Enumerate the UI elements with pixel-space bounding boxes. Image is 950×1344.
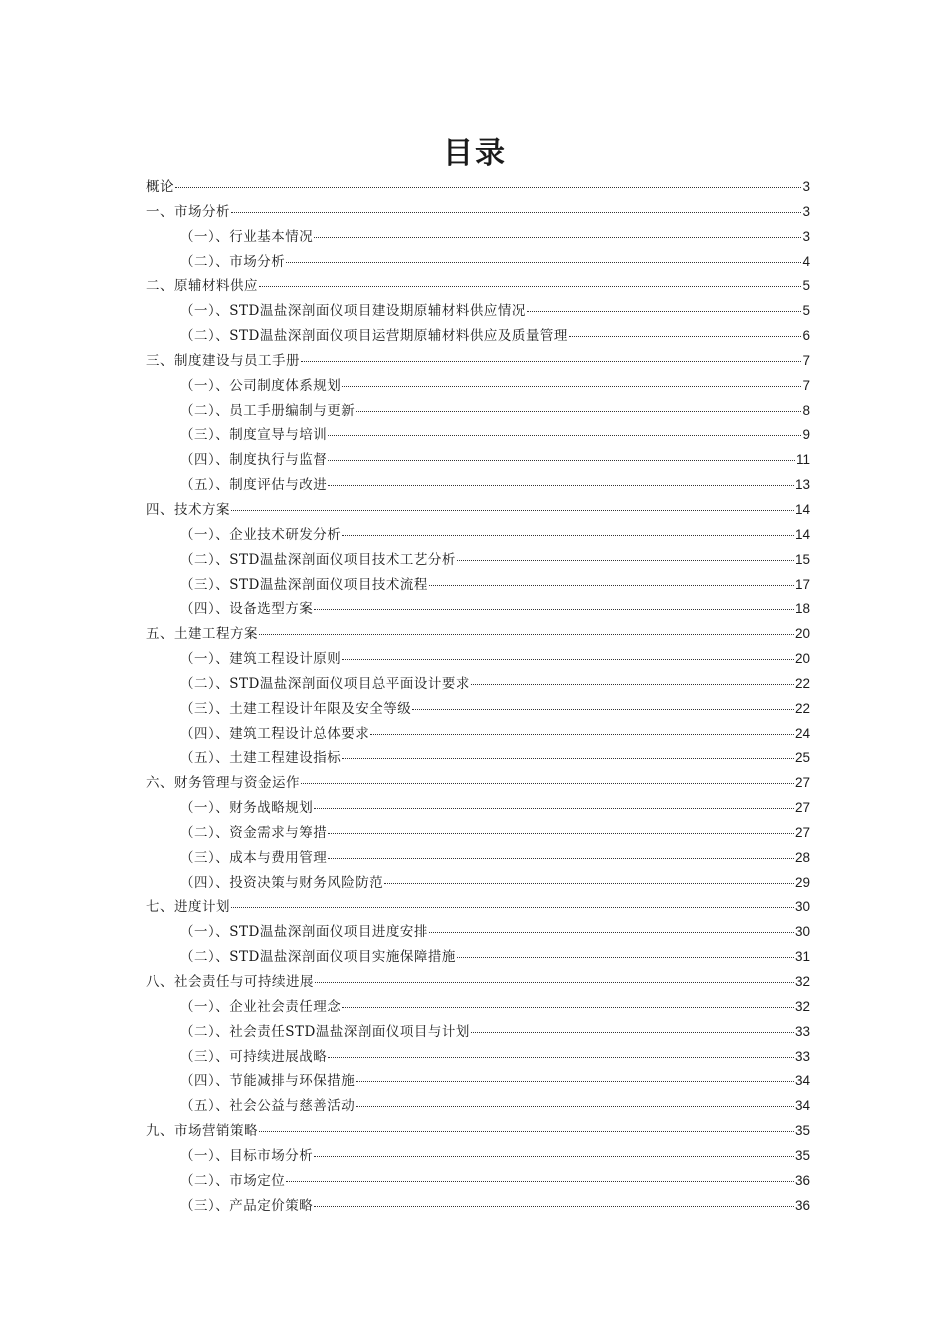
toc-page-number: 33 xyxy=(794,1048,810,1064)
dot-leader xyxy=(527,310,802,312)
dot-leader xyxy=(342,534,794,536)
dot-leader xyxy=(370,733,794,735)
toc-entry-text: 八、社会责任与可持续进展 xyxy=(146,974,314,990)
toc-page-number: 13 xyxy=(794,477,810,493)
toc-entry[interactable] xyxy=(146,995,810,1020)
dot-leader xyxy=(175,186,801,188)
toc-entry[interactable] xyxy=(146,771,810,796)
toc-page-number: 35 xyxy=(794,1123,810,1139)
toc-entry[interactable] xyxy=(146,374,810,399)
dot-leader xyxy=(429,584,794,586)
toc-page-number: 28 xyxy=(794,849,810,865)
toc-page-number: 35 xyxy=(794,1147,810,1163)
toc-entry-text: （二）、STD温盐深剖面仪项目总平面设计要求 xyxy=(180,675,470,692)
toc-entry[interactable] xyxy=(146,846,810,871)
dot-leader xyxy=(412,708,794,710)
dot-leader xyxy=(328,434,801,436)
toc-page-number: 25 xyxy=(794,750,810,766)
toc-page-number: 18 xyxy=(794,601,810,617)
toc-entry[interactable] xyxy=(146,399,810,424)
toc-entry-text: （一）、公司制度体系规划 xyxy=(180,377,342,394)
dot-leader xyxy=(342,385,801,387)
dot-leader xyxy=(314,1205,794,1207)
dot-leader xyxy=(471,1031,794,1033)
toc-entry-text: 六、财务管理与资金运作 xyxy=(146,775,300,792)
dot-leader xyxy=(286,261,801,263)
toc-entry-text: （二）、STD温盐深剖面仪项目技术工艺分析 xyxy=(180,551,456,568)
toc-entry-text: （五）、社会公益与慈善活动 xyxy=(180,1098,356,1115)
toc-entry-text: （一）、建筑工程设计原则 xyxy=(180,651,342,668)
toc-entry-text: （五）、制度评估与改进 xyxy=(180,477,328,494)
toc-entry-text: 概论 xyxy=(146,179,174,195)
toc-entry-text: （二）、STD温盐深剖面仪项目运营期原辅材料供应及质量管理 xyxy=(180,328,568,345)
toc-page-number: 34 xyxy=(794,1098,810,1114)
toc-entry[interactable] xyxy=(146,672,810,697)
toc-entry[interactable] xyxy=(146,970,810,995)
toc-page-number: 31 xyxy=(794,949,810,965)
toc-entry[interactable] xyxy=(146,895,810,920)
toc-entry[interactable] xyxy=(146,523,810,548)
toc-entry-text: 九、市场营销策略 xyxy=(146,1123,258,1140)
toc-entry[interactable] xyxy=(146,1045,810,1070)
toc-entry[interactable] xyxy=(146,349,810,374)
toc-entry-text: （三）、制度宣导与培训 xyxy=(180,427,328,444)
toc-page-number: 6 xyxy=(802,328,810,344)
toc-entry-text: （四）、建筑工程设计总体要求 xyxy=(180,725,370,742)
toc-entry-text: （二）、STD温盐深剖面仪项目实施保障措施 xyxy=(180,949,456,966)
toc-page-number: 20 xyxy=(794,626,810,642)
toc-entry-text: （四）、投资决策与财务风险防范 xyxy=(180,874,384,891)
toc-entry-text: （一）、STD温盐深剖面仪项目建设期原辅材料供应情况 xyxy=(180,303,526,320)
toc-page-number: 14 xyxy=(794,526,810,542)
dot-leader xyxy=(328,1056,794,1058)
dot-leader xyxy=(384,882,794,884)
toc-entry-text: （二）、市场分析 xyxy=(180,253,286,270)
dot-leader xyxy=(314,236,801,238)
toc-entry[interactable] xyxy=(146,548,810,573)
toc-page-number: 34 xyxy=(794,1073,810,1089)
toc-entry-text: （五）、土建工程建设指标 xyxy=(180,750,342,767)
toc-page-number: 7 xyxy=(802,352,810,368)
dot-leader xyxy=(259,285,801,287)
dot-leader xyxy=(356,1105,794,1107)
dot-leader xyxy=(429,931,794,933)
toc-page-number: 4 xyxy=(802,253,810,269)
dot-leader xyxy=(259,633,794,635)
toc-entry[interactable] xyxy=(146,274,810,299)
dot-leader xyxy=(314,608,794,610)
toc-entry[interactable] xyxy=(146,796,810,821)
toc-entry[interactable] xyxy=(146,945,810,970)
toc-page-number: 32 xyxy=(794,998,810,1014)
toc-entry[interactable] xyxy=(146,1094,810,1119)
toc-page-number: 27 xyxy=(794,775,810,791)
toc-page-number: 5 xyxy=(802,278,810,294)
toc-entry[interactable] xyxy=(146,722,810,747)
toc-entry-text: （四）、制度执行与监督 xyxy=(180,452,328,469)
dot-leader xyxy=(314,1155,794,1157)
toc-entry[interactable] xyxy=(146,1020,810,1045)
toc-entry-text: （一）、行业基本情况 xyxy=(180,228,314,245)
toc-entry-text: （二）、员工手册编制与更新 xyxy=(180,402,356,419)
toc-entry[interactable] xyxy=(146,821,810,846)
toc-page-number: 24 xyxy=(794,725,810,741)
toc-page-number: 11 xyxy=(795,452,810,468)
toc-page-number: 27 xyxy=(794,800,810,816)
dot-leader xyxy=(457,956,794,958)
toc-page-number: 29 xyxy=(794,874,810,890)
dot-leader xyxy=(301,360,801,362)
dot-leader xyxy=(342,1006,794,1008)
toc-entry[interactable] xyxy=(146,448,810,473)
toc-entry-text: （一）、企业技术研发分析 xyxy=(180,526,342,543)
toc-entry-text: （一）、目标市场分析 xyxy=(180,1147,314,1164)
toc-entry-text: 七、进度计划 xyxy=(146,899,230,916)
toc-entry-text: （二）、社会责任STD温盐深剖面仪项目与计划 xyxy=(180,1023,470,1040)
toc-entry-text: （三）、可持续进展战略 xyxy=(180,1048,328,1065)
toc-entry[interactable] xyxy=(146,175,810,200)
toc-entry-text: 三、制度建设与员工手册 xyxy=(146,352,300,369)
dot-leader xyxy=(328,832,794,834)
toc-entry[interactable] xyxy=(146,324,810,349)
toc-entry[interactable] xyxy=(146,746,810,771)
toc-entry[interactable] xyxy=(146,1144,810,1169)
toc-entry[interactable] xyxy=(146,250,810,275)
toc-entry-text: （二）、市场定位 xyxy=(180,1172,286,1189)
toc-page-number: 9 xyxy=(802,427,810,443)
toc-entry-text: 二、原辅材料供应 xyxy=(146,278,258,295)
toc-entry[interactable] xyxy=(146,498,810,523)
toc-entry-text: （三）、STD温盐深剖面仪项目技术流程 xyxy=(180,576,428,593)
page-title: 目录 xyxy=(443,136,507,171)
toc-page-number: 36 xyxy=(794,1197,810,1213)
toc-entry-text: （三）、产品定价策略 xyxy=(180,1197,314,1214)
toc-page-number: 27 xyxy=(794,824,810,840)
table-of-contents xyxy=(146,175,810,1218)
dot-leader xyxy=(231,509,794,511)
toc-entry-text: （一）、财务战略规划 xyxy=(180,800,314,817)
dot-leader xyxy=(328,484,794,486)
toc-page-number: 36 xyxy=(794,1172,810,1188)
toc-page-number: 30 xyxy=(794,899,810,915)
toc-entry[interactable] xyxy=(146,200,810,225)
toc-entry[interactable] xyxy=(146,1119,810,1144)
dot-leader xyxy=(315,981,794,983)
toc-entry[interactable] xyxy=(146,920,810,945)
toc-page-number: 33 xyxy=(794,1023,810,1039)
dot-leader xyxy=(342,658,794,660)
toc-page-number: 3 xyxy=(802,203,810,219)
toc-page-number: 30 xyxy=(794,924,810,940)
toc-entry[interactable] xyxy=(146,573,810,598)
toc-entry-text: （四）、设备选型方案 xyxy=(180,601,314,618)
toc-page-number: 5 xyxy=(802,303,810,319)
toc-entry[interactable] xyxy=(146,473,810,498)
toc-page-number: 7 xyxy=(802,377,810,393)
toc-entry-text: 五、土建工程方案 xyxy=(146,626,258,643)
dot-leader xyxy=(286,1180,794,1182)
toc-page-number: 32 xyxy=(794,974,810,989)
dot-leader xyxy=(569,335,802,337)
toc-entry[interactable] xyxy=(146,299,810,324)
toc-page-number: 22 xyxy=(794,675,810,691)
toc-entry-text: （三）、成本与费用管理 xyxy=(180,849,328,866)
toc-page-number: 17 xyxy=(794,576,810,592)
toc-entry-text: （三）、土建工程设计年限及安全等级 xyxy=(180,700,412,717)
dot-leader xyxy=(471,683,794,685)
toc-entry[interactable] xyxy=(146,1169,810,1194)
toc-entry[interactable] xyxy=(146,871,810,896)
toc-entry[interactable] xyxy=(146,1069,810,1094)
toc-page-number: 8 xyxy=(802,402,810,418)
dot-leader xyxy=(328,857,794,859)
dot-leader xyxy=(301,782,794,784)
toc-entry-text: （一）、STD温盐深剖面仪项目进度安排 xyxy=(180,924,428,941)
dot-leader xyxy=(259,1130,794,1132)
toc-entry-text: （一）、企业社会责任理念 xyxy=(180,998,342,1015)
toc-entry-text: （二）、资金需求与筹措 xyxy=(180,824,328,841)
toc-entry-text: （四）、节能减排与环保措施 xyxy=(180,1073,356,1090)
toc-entry[interactable] xyxy=(146,622,810,647)
dot-leader xyxy=(342,757,794,759)
toc-page-number: 14 xyxy=(794,501,810,517)
toc-entry[interactable] xyxy=(146,697,810,722)
toc-page-number: 22 xyxy=(794,700,810,716)
dot-leader xyxy=(356,1080,794,1082)
toc-page-number: 20 xyxy=(794,651,810,667)
toc-entry-text: 一、市场分析 xyxy=(146,203,230,220)
dot-leader xyxy=(231,211,801,213)
toc-entry[interactable] xyxy=(146,647,810,672)
dot-leader xyxy=(314,807,794,809)
dot-leader xyxy=(328,459,795,461)
toc-entry[interactable] xyxy=(146,423,810,448)
toc-entry-text: 四、技术方案 xyxy=(146,501,230,518)
toc-entry[interactable] xyxy=(146,1194,810,1219)
toc-entry[interactable] xyxy=(146,225,810,250)
dot-leader xyxy=(457,559,794,561)
dot-leader xyxy=(231,906,794,908)
toc-page-number: 3 xyxy=(802,228,810,244)
toc-page-number: 15 xyxy=(794,551,810,567)
toc-entry[interactable] xyxy=(146,597,810,622)
toc-page-number: 3 xyxy=(802,179,810,194)
dot-leader xyxy=(356,410,801,412)
